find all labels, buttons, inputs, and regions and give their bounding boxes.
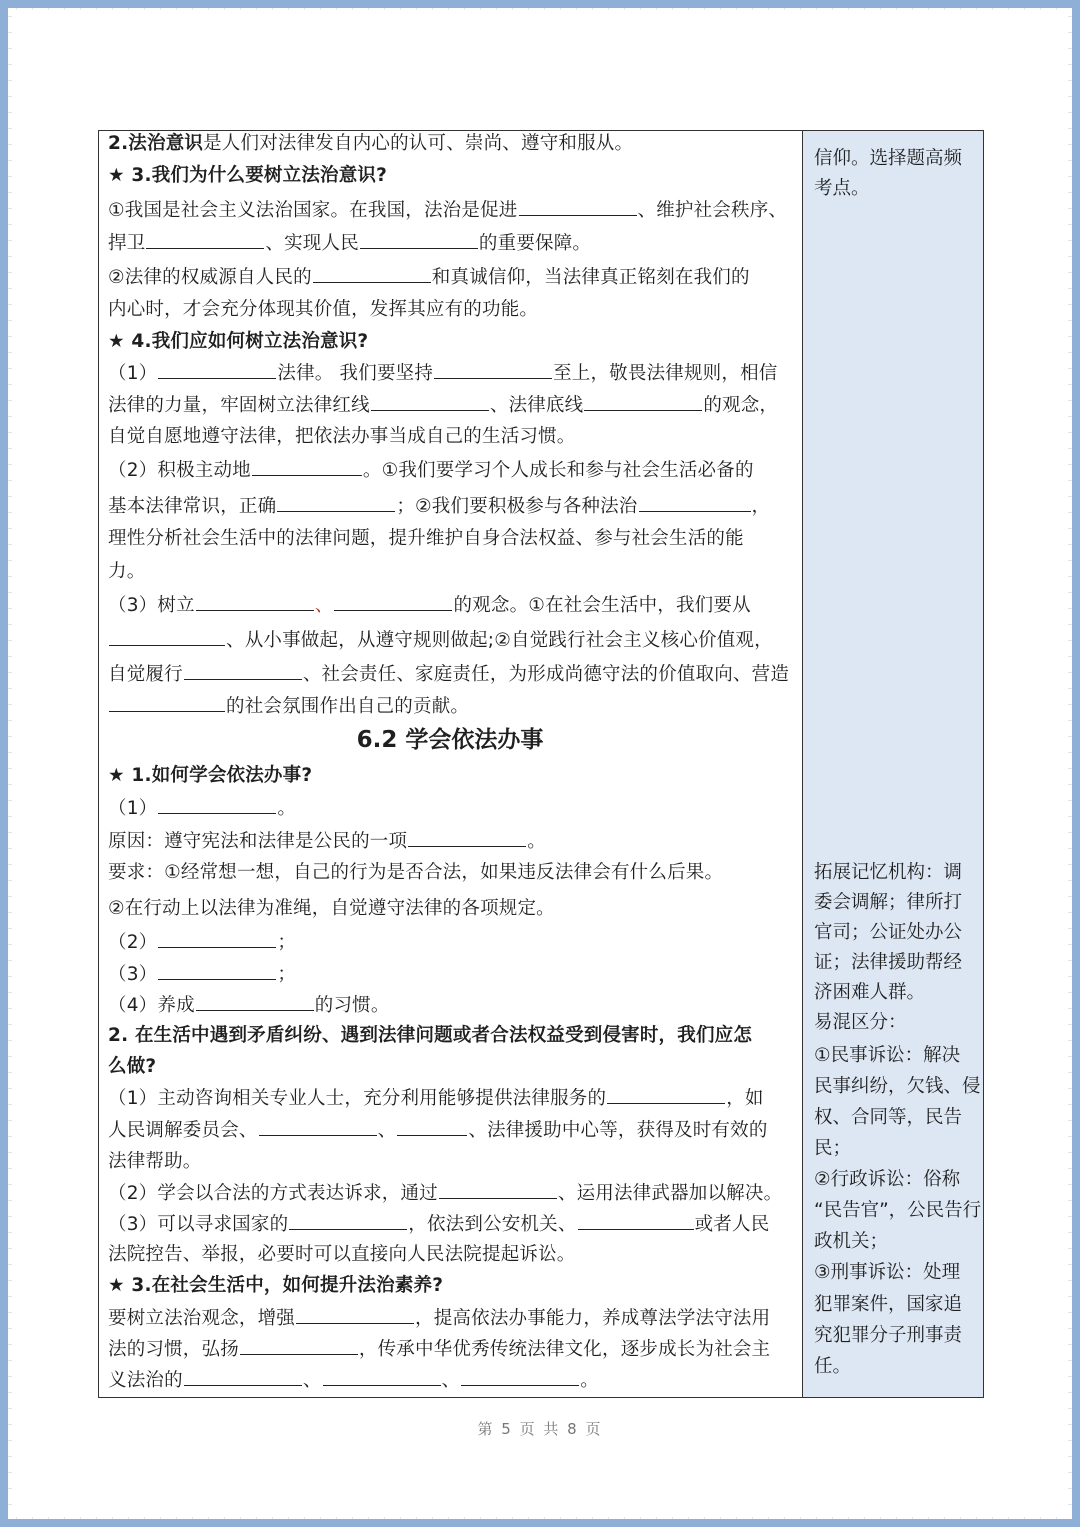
note-line: 民事纠纷，欠钱、侵 bbox=[814, 1076, 981, 1097]
text-segment: （3） bbox=[108, 964, 158, 985]
text-segment: ①我国是社会主义法治国家。在我国，法治是促进 bbox=[108, 200, 518, 221]
text-segment: ； bbox=[277, 932, 297, 953]
note-line: 信仰。选择题高频 bbox=[814, 148, 963, 169]
answer-blank bbox=[371, 392, 489, 411]
answer-blank bbox=[360, 230, 478, 249]
answer-blank bbox=[461, 1367, 579, 1386]
answer-blank bbox=[158, 795, 276, 814]
text-segment: 法律的力量，牢固树立法律红线 bbox=[108, 395, 370, 416]
text-segment: ，依法到公安机关、 bbox=[408, 1214, 577, 1235]
page-number: 第 5 页 共 8 页 bbox=[477, 1420, 603, 1438]
answer-blank bbox=[184, 661, 302, 680]
answer-blank bbox=[158, 360, 276, 379]
note-line: 政机关； bbox=[814, 1231, 889, 1252]
answer-blank bbox=[607, 1085, 725, 1104]
text-segment: 自觉履行 bbox=[108, 664, 183, 685]
text-segment: 的习惯。 bbox=[314, 995, 390, 1016]
section-q2: 2. 在生活中遇到矛盾纠纷、遇到法律问题或者合法权益受到侵害时，我们应怎 bbox=[108, 1025, 753, 1046]
note-line: 究犯罪分子刑事责 bbox=[814, 1325, 963, 1346]
s-line-2 bbox=[108, 795, 296, 822]
text-segment: 人民调解委员会、 bbox=[108, 1120, 258, 1141]
s-line-15 bbox=[108, 1211, 769, 1238]
text-segment: 、运用法律武器加以解决。 bbox=[557, 1183, 783, 1204]
line-10: 自觉自愿地遵守法律，把依法办事当成自己的生活习惯。 bbox=[108, 426, 576, 447]
line-14: 力。 bbox=[108, 561, 146, 582]
note-line: 考点。 bbox=[814, 178, 870, 199]
answer-blank bbox=[578, 1211, 694, 1230]
text-segment: 、 bbox=[302, 1370, 322, 1391]
note-line: ③刑事诉讼：处理 bbox=[814, 1262, 961, 1283]
text-segment: 。①我们要学习个人成长和参与社会生活必备的 bbox=[362, 460, 754, 481]
question-3: ★ 3.我们为什么要树立法治意识? bbox=[108, 165, 388, 186]
s-line-4: 要求：①经常想一想，自己的行为是否合法，如果违反法律会有什么后果。 bbox=[108, 862, 724, 883]
text-segment: （4）养成 bbox=[108, 995, 195, 1016]
text-segment: 的观念。①在社会生活中，我们要从 bbox=[453, 595, 751, 616]
answer-blank bbox=[584, 392, 702, 411]
text-segment: 2.法治意识 bbox=[108, 133, 204, 154]
text-segment: （2） bbox=[108, 932, 158, 953]
line-12 bbox=[108, 493, 770, 520]
text-segment: 原因：遵守宪法和法律是公民的一项 bbox=[108, 831, 408, 852]
text-segment: ②法律的权威源自人民的 bbox=[108, 267, 312, 288]
s-line-12 bbox=[108, 1117, 768, 1144]
text-segment: （1） bbox=[108, 363, 158, 384]
answer-blank bbox=[184, 1367, 302, 1386]
note-line: 官司；公证处办公 bbox=[814, 922, 963, 943]
section-q2-cont: 么做? bbox=[108, 1056, 157, 1077]
answer-blank bbox=[408, 828, 526, 847]
text-segment: 的观念， bbox=[703, 395, 779, 416]
section-q1: ★ 1.如何学会依法办事? bbox=[108, 765, 313, 786]
text-segment: 和真诚信仰，当法律真正铭刻在我们的 bbox=[431, 267, 750, 288]
s-line-6 bbox=[108, 929, 296, 956]
note-line: ②行政诉讼：俗称 bbox=[814, 1169, 961, 1190]
answer-blank bbox=[519, 197, 637, 216]
note-line: 证；法律援助帮经 bbox=[814, 952, 963, 973]
text-segment: （3）树立 bbox=[108, 595, 195, 616]
answer-blank bbox=[323, 1367, 441, 1386]
line-17 bbox=[108, 661, 789, 688]
text-segment: （2）学会以合法的方式表达诉求，通过 bbox=[108, 1183, 438, 1204]
answer-blank bbox=[296, 1305, 414, 1324]
text-segment: 至上，敬畏法律规则，相信 bbox=[553, 363, 778, 384]
text-segment: 、维护社会秩序、 bbox=[637, 200, 788, 221]
text-segment: 、法律援助中心等，获得及时有效的 bbox=[468, 1120, 768, 1141]
answer-blank bbox=[259, 1117, 377, 1136]
line-4 bbox=[108, 230, 591, 257]
line-8 bbox=[108, 360, 777, 387]
line-15 bbox=[108, 592, 751, 619]
line-18 bbox=[108, 693, 469, 720]
text-segment: （1） bbox=[108, 798, 158, 819]
text-segment: 、 bbox=[377, 1120, 397, 1141]
text-segment: 捍卫 bbox=[108, 233, 146, 254]
s-line-8 bbox=[108, 992, 390, 1019]
answer-blank bbox=[196, 592, 314, 611]
line-11 bbox=[108, 457, 754, 484]
answer-blank bbox=[397, 1117, 467, 1136]
text-segment: 义法治的 bbox=[108, 1370, 183, 1391]
right-notes bbox=[804, 130, 982, 1398]
note-line: 犯罪案件，国家追 bbox=[814, 1294, 963, 1315]
text-segment: 的社会氛围作出自己的贡献。 bbox=[226, 696, 470, 717]
answer-blank bbox=[196, 992, 314, 1011]
s-line-3 bbox=[108, 828, 546, 855]
text-segment: 的重要保障。 bbox=[478, 233, 592, 254]
line-9 bbox=[108, 392, 778, 419]
answer-blank bbox=[313, 264, 431, 283]
answer-blank bbox=[277, 493, 395, 512]
note-line: 委会调解；律所打 bbox=[814, 892, 963, 913]
text-segment: ，传承中华优秀传统法律文化，逐步成长为社会主 bbox=[358, 1339, 771, 1360]
section-q3: ★ 3.在社会生活中，如何提升法治素养? bbox=[108, 1275, 444, 1296]
text-segment: 、 bbox=[314, 595, 334, 616]
text-segment: ；②我们要积极参与各种法治 bbox=[396, 496, 638, 517]
text-segment: 是人们对法律发自内心的认可、崇尚、遵守和服从。 bbox=[203, 133, 634, 154]
answer-blank bbox=[158, 929, 276, 948]
s-line-5: ②在行动上以法律为准绳，自觉遵守法律的各项规定。 bbox=[108, 898, 555, 919]
question-4: ★ 4.我们应如何树立法治意识? bbox=[108, 331, 369, 352]
line-16 bbox=[108, 627, 773, 654]
note-line: 民； bbox=[814, 1138, 852, 1159]
text-segment: 、法律底线 bbox=[489, 395, 584, 416]
text-segment: 、社会责任、家庭责任，为形成尚德守法的价值取向、营造 bbox=[302, 664, 790, 685]
note-line: 济困难人群。 bbox=[814, 982, 926, 1003]
note-line: 拓展记忆机构：调 bbox=[814, 862, 963, 883]
text-segment: （1）主动咨询相关专业人士，充分利用能够提供法律服务的 bbox=[108, 1088, 607, 1109]
text-segment: 。 bbox=[277, 798, 297, 819]
note-line: ①民事诉讼：解决 bbox=[814, 1045, 961, 1066]
answer-blank bbox=[240, 1336, 358, 1355]
section-title: 6.2 学会依法办事 bbox=[356, 727, 544, 753]
answer-blank bbox=[252, 457, 362, 476]
s-line-7 bbox=[108, 961, 296, 988]
s-line-20 bbox=[108, 1367, 599, 1394]
s-line-14 bbox=[108, 1180, 782, 1207]
text-segment: 。 bbox=[527, 831, 546, 852]
answer-blank bbox=[639, 493, 751, 512]
text-segment: ，如 bbox=[726, 1088, 764, 1109]
s-line-16: 法院控告、举报，必要时可以直接向人民法院提起诉讼。 bbox=[108, 1244, 576, 1265]
answer-blank bbox=[289, 1211, 407, 1230]
text-segment: 基本法律常识，正确 bbox=[108, 496, 277, 517]
s-line-13: 法律帮助。 bbox=[108, 1151, 202, 1172]
text-segment: 要树立法治观念，增强 bbox=[108, 1308, 296, 1329]
text-segment: 、实现人民 bbox=[265, 233, 359, 254]
line-5 bbox=[108, 264, 750, 291]
answer-blank bbox=[109, 693, 225, 712]
answer-blank bbox=[434, 360, 552, 379]
answer-blank bbox=[158, 961, 276, 980]
text-segment: （3）可以寻求国家的 bbox=[108, 1214, 289, 1235]
note-line: 权、合同等，民告 bbox=[814, 1107, 963, 1128]
note-line: 任。 bbox=[814, 1356, 852, 1377]
text-segment: ； bbox=[277, 964, 297, 985]
text-segment: 法的习惯，弘扬 bbox=[108, 1339, 239, 1360]
left-text bbox=[98, 130, 802, 1398]
s-line-19 bbox=[108, 1336, 770, 1363]
line-13: 理性分析社会生活中的法律问题，提升维护自身合法权益、参与社会生活的能 bbox=[108, 528, 744, 549]
answer-blank bbox=[439, 1180, 557, 1199]
text-segment: 。 bbox=[580, 1370, 599, 1391]
text-segment: 或者人民 bbox=[694, 1214, 770, 1235]
text-segment: ，提高依法办事能力，养成尊法学法守法用 bbox=[415, 1308, 771, 1329]
s-line-11 bbox=[108, 1085, 764, 1112]
text-segment: 、从小事做起，从遵守规则做起;②自觉践行社会主义核心价值观， bbox=[226, 630, 773, 651]
text-segment: 、 bbox=[441, 1370, 461, 1391]
line-6: 内心时，才会充分体现其价值，发挥其应有的功能。 bbox=[108, 299, 539, 320]
line-1 bbox=[108, 131, 633, 157]
answer-blank bbox=[146, 230, 264, 249]
answer-blank bbox=[334, 592, 452, 611]
text-segment: （2）积极主动地 bbox=[108, 460, 251, 481]
text-segment: 法律。 我们要坚持 bbox=[277, 363, 434, 384]
line-3 bbox=[108, 197, 787, 224]
note-line: “民告官”，公民告行 bbox=[814, 1200, 982, 1221]
s-line-18 bbox=[108, 1305, 770, 1332]
text-segment: ， bbox=[751, 496, 771, 517]
note-line: 易混区分： bbox=[814, 1012, 907, 1033]
answer-blank bbox=[109, 627, 225, 646]
